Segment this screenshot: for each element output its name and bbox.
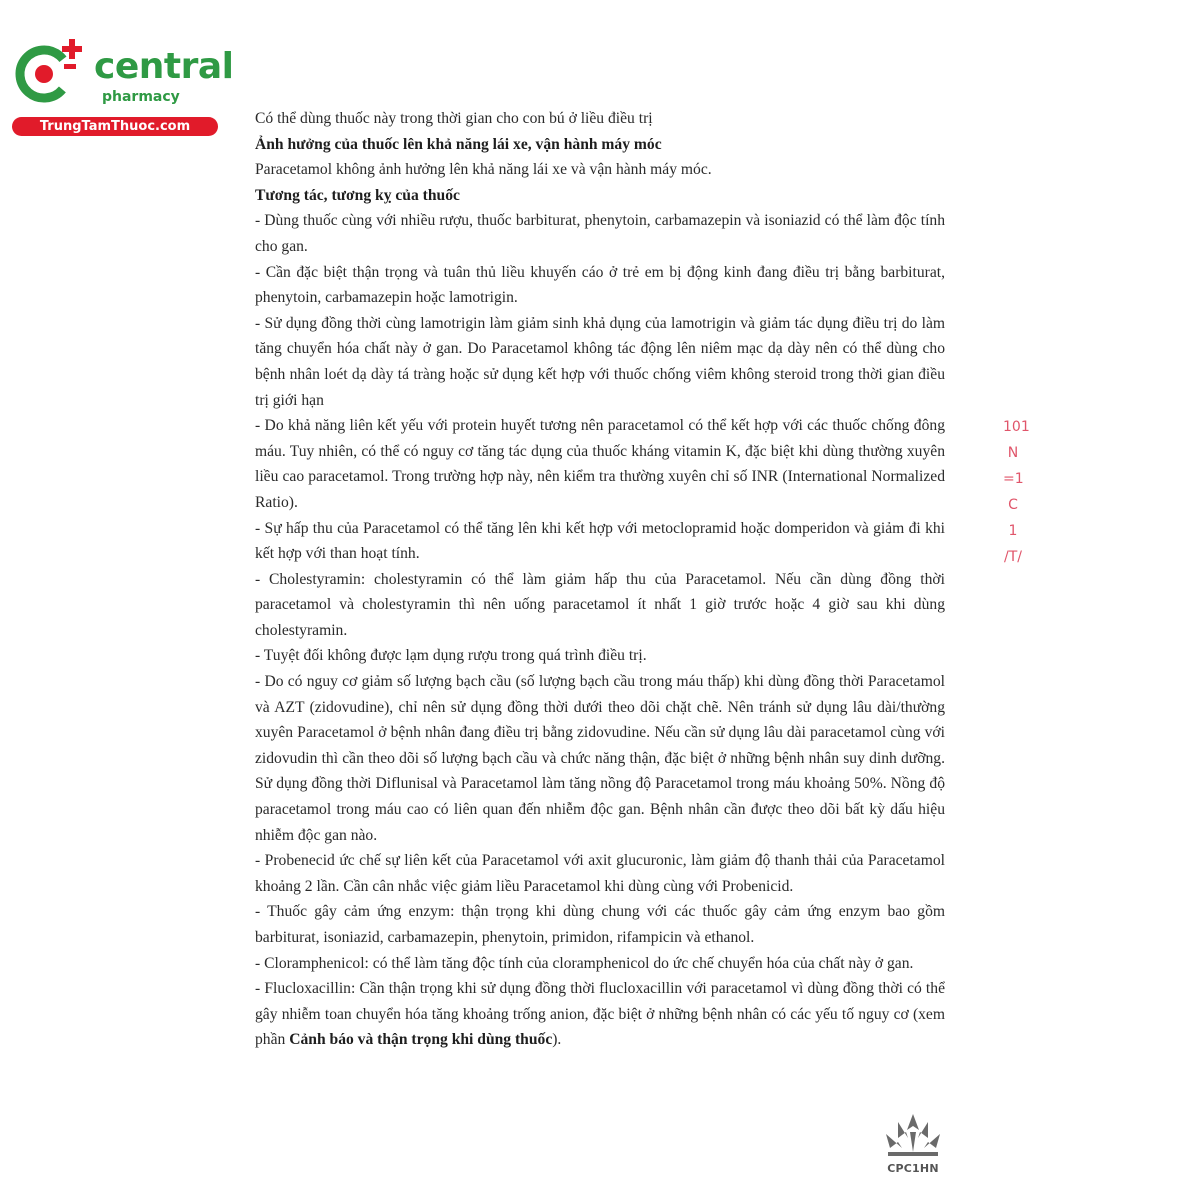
interaction-item: - Tuyệt đối không được lạm dụng rượu trong quá trình điều trị. <box>255 647 647 665</box>
driving-section-heading: Ảnh hưởng của thuốc lên khả năng lái xe, vận hành máy móc <box>255 135 662 153</box>
cpc-leaf-emblem-icon <box>880 1112 946 1162</box>
interaction-item: - Probenecid ức chế sự liên kết của Paracetamol với axit glucuronic, làm giảm độ thanh thải của Paracetamol khoảng 2 lần. Cần cân nhắc việc giảm liều Paracetamol khi dùng cùng với Probenicid. <box>255 852 945 895</box>
brand-website: TrungTamThuoc.com <box>12 117 218 136</box>
red-margin-stamp <box>1003 418 1030 574</box>
driving-section-text: Paracetamol không ảnh hưởng lên khả năng lái xe và vận hành máy móc. <box>255 161 712 179</box>
warnings-section-reference: Cảnh báo và thận trọng khi dùng thuốc <box>289 1031 553 1049</box>
stamp-mark: C <box>1008 497 1018 513</box>
flucloxacillin-text-end: ). <box>552 1031 562 1049</box>
stamp-mark: N <box>1007 445 1019 461</box>
stamp-mark: /T/ <box>1004 549 1022 565</box>
brand-subtitle: pharmacy <box>102 89 180 105</box>
interaction-item: - Cloramphenicol: có thể làm tăng độc tính của cloramphenicol do ức chế chuyển hóa của chất này ở gan. <box>255 954 914 972</box>
interaction-item: - Thuốc gây cảm ứng enzym: thận trọng khi dùng chung với các thuốc gây cảm ứng enzym bao gồm barbiturat, isoniazid, carbamazepin, phenytoin, primidon, rifampicin và ethanol. <box>255 903 945 946</box>
interaction-item: - Do khả năng liên kết yếu với protein huyết tương nên paracetamol có thể kết hợp với các thuốc chống đông máu. Tuy nhiên, có thể có nguy cơ tăng tác dụng của thuốc kháng vitamin K, đặc biệt khi dùng thường xuyên liều cao paracetamol. Trong trường hợp này, nên kiểm tra thường xuyên chỉ số INR (International Normalized Ratio). <box>255 417 945 511</box>
breastfeeding-note: Có thể dùng thuốc này trong thời gian cho con bú ở liều điều trị <box>255 110 653 127</box>
flucloxacillin-text: - Flucloxacillin: Cần thận trọng khi sử dụng đồng thời flucloxacillin với paracetamol vì dùng đồng thời có thể gây nhiễm toan chuyển hóa tăng khoảng trống anion, đặc biệt ở những bệnh nhân có các yếu tố nguy cơ (xem phần <box>255 980 945 1049</box>
interaction-item: - Sử dụng đồng thời cùng lamotrigin làm giảm sinh khả dụng của lamotrigin và giảm tác dụng điều trị do làm tăng chuyển hóa chất này ở gan. Do Paracetamol không tác động lên niêm mạc dạ dày nên có thể dùng cho bệnh nhân loét dạ dày tá tràng hoặc sử dụng kết hợp với thuốc chống viêm không steroid trong thời gian điều trị giới hạn <box>255 314 945 409</box>
stamp-mark: =1 <box>1003 471 1024 487</box>
interaction-item: - Sự hấp thu của Paracetamol có thể tăng lên khi kết hợp với metoclopramid hoặc domperidon và giảm đi khi kết hợp với than hoạt tính. <box>255 519 945 563</box>
interaction-item: - Do có nguy cơ giảm số lượng bạch cầu (số lượng bạch cầu trong máu thấp) khi dùng đồng thời Paracetamol và AZT (zidovudine), chỉ nên sử dụng đồng thời dưới theo dõi chặt chẽ. Nên tránh sử dụng lâu dài/thường xuyên Paracetamol ở bệnh nhân đang điều trị bằng zidovudine. Nếu cần sử dụng lâu dài paracetamol cùng với zidovudin thì cần theo dõi số lượng bạch cầu và chức năng thận, đặc biệt ở những bệnh nhân suy dinh dưỡng. Sử dụng đồng thời Diflunisal và Paracetamol làm tăng nồng độ Paracetamol trong máu khoảng 50%. Nồng độ paracetamol trong máu cao có liên quan đến nhiễm độc gan. Bệnh nhân cần được theo dõi bất kỳ dấu hiệu nhiễm độc gan nào. <box>255 673 945 844</box>
leaflet-body <box>255 106 945 1053</box>
cpc1hn-logo <box>880 1112 946 1182</box>
interaction-item: - Dùng thuốc cùng với nhiều rượu, thuốc barbiturat, phenytoin, carbamazepin và isoniazid có thể làm độc tính cho gan. <box>255 212 945 255</box>
cpc-label: CPC1HN <box>887 1162 939 1175</box>
interaction-item-flucloxacillin <box>255 976 945 1053</box>
stamp-mark: 1 <box>1008 523 1018 539</box>
interaction-item: - Cholestyramin: cholestyramin có thể làm giảm hấp thu của Paracetamol. Nếu cần dùng đồng thời paracetamol và cholestyramin thì nên uống paracetamol ít nhất 1 giờ trước hoặc 4 giờ sau khi dùng cholestyramin. <box>255 570 945 639</box>
central-pharmacy-watermark <box>10 38 234 138</box>
pharmacy-cross-logo-icon <box>10 38 90 108</box>
brand-name: central <box>94 46 234 87</box>
interaction-item: - Cần đặc biệt thận trọng và tuân thủ liều khuyến cáo ở trẻ em bị động kinh đang điều trị bằng barbiturat, phenytoin, carbamazepin hoặc lamotrigin. <box>255 263 945 307</box>
interactions-section-heading: Tương tác, tương kỵ của thuốc <box>255 186 460 204</box>
stamp-mark: 101 <box>1003 419 1030 435</box>
